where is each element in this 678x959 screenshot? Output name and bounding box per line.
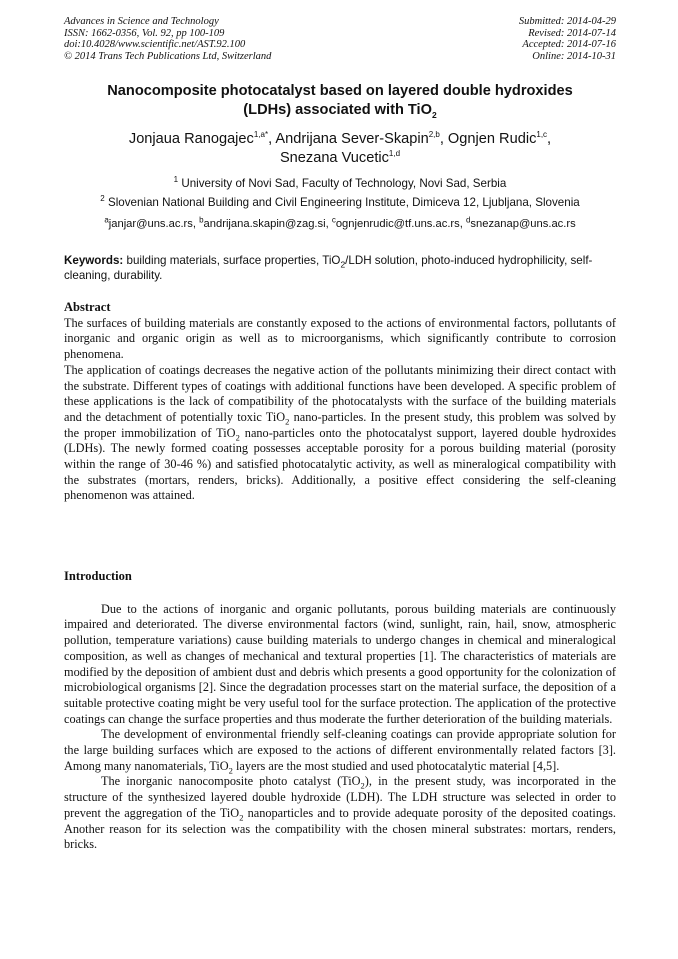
author-3-sup: 1,c bbox=[536, 130, 548, 140]
intro-p3-c: nanoparticles and to provide adequate porosity of the deposited coatings. Another reason for its selection was the compatibility with the chosen mineral substrates: mortars, renders, bricks. bbox=[64, 805, 616, 852]
paper-title bbox=[64, 82, 616, 120]
abstract-paragraph-2 bbox=[64, 363, 616, 504]
author-1: Jonjaua Ranogajec bbox=[128, 131, 254, 147]
title-line-2-text: (LDHs) associated with TiO bbox=[243, 102, 432, 118]
dates-header bbox=[519, 16, 616, 62]
abstract-section bbox=[64, 300, 616, 504]
intro-paragraph-1: Due to the actions of inorganic and organic pollutants, porous building materials are continuously impaired and deteriorated. The diverse environmental factors (wind, sunlight, rain, hail, snow, atmospheric pollution, temperature variations) cause building materials to undergo changes in chemical and mineralogical composition, as well as changes of mechanical and textural properties [1]. The characteristics of materials are modified by the deposition of ambient dust and debris which presents a good opportunity for the colonization of microbiological organisms [2]. Since the degradation processes start on the material surface, the deposition of a suitable protective coating might be very useful tool for the surface protection. The application of the protective coatings can change the surface properties and thus moderate the further deterioration of the building materials. bbox=[64, 601, 616, 726]
abstract-p2-sub2: 2 bbox=[235, 432, 240, 443]
author-4-sup: 1,d bbox=[388, 149, 401, 159]
online-date: Online: 2014-10-31 bbox=[532, 50, 616, 62]
intro-p2-sub: 2 bbox=[228, 765, 233, 776]
affiliation-1 bbox=[40, 177, 640, 191]
abstract-p2-sub1: 2 bbox=[285, 416, 290, 427]
title-line-1: Nanocomposite photocatalyst based on layered double hydroxides bbox=[107, 83, 573, 99]
email-d[interactable]: snezanap@uns.ac.rs bbox=[470, 218, 576, 230]
email-c-sup: c bbox=[331, 215, 336, 225]
author-emails bbox=[40, 215, 640, 230]
intro-p3-sub1: 2 bbox=[360, 780, 365, 791]
submitted-date: Submitted: 2014-04-29 bbox=[518, 16, 616, 27]
email-b-sup: b bbox=[199, 215, 204, 225]
introduction-section bbox=[64, 569, 616, 853]
affiliation-2-text: Slovenian National Building and Civil Engineering Institute, Dimiceva 12, Ljubljana, Slovenia bbox=[104, 196, 580, 209]
affiliation-1-text: University of Novi Sad, Faculty of Technology, Novi Sad, Serbia bbox=[178, 177, 507, 190]
keywords-text-2: /LDH solution, photo-induced hydrophilicity, self-cleaning, durability. bbox=[64, 254, 593, 282]
journal-header bbox=[64, 16, 271, 62]
intro-p3-sub2: 2 bbox=[239, 812, 244, 823]
author-2: , Andrijana Sever-Skapin bbox=[268, 131, 429, 147]
title-line-2 bbox=[64, 101, 616, 120]
author-list bbox=[64, 130, 616, 168]
revised-date: Revised: 2014-07-14 bbox=[528, 27, 616, 39]
keywords-label: Keywords: bbox=[64, 254, 124, 267]
email-b[interactable]: andrijana.skapin@zag.si, bbox=[203, 218, 332, 230]
accepted-date: Accepted: 2014-07-16 bbox=[522, 39, 616, 51]
journal-issn: ISSN: 1662-0356, Vol. 92, pp 100-109 bbox=[64, 27, 225, 39]
abstract-paragraph-1: The surfaces of building materials are constantly exposed to the actions of environmental factors, pollutants of inorganic and organic origin as well as to microorganisms, which significantly contribute to corrosion phenomena. bbox=[64, 315, 616, 362]
journal-doi: doi:10.4028/www.scientific.net/AST.92.100 bbox=[64, 39, 246, 51]
abstract-p2-a: The application of coatings decreases the negative action of the pollutants minimizing their direct contact with the substrate. Different types of coatings with additional functions have been developed. A specific problem of these applications is the lack of compatibility of the photocatalysts with the surface of the building materials and the detachment of potentially toxic TiO bbox=[64, 362, 616, 424]
intro-p3-b: ), in the present study, was incorporated in the structure of the synthesized layered double hydroxide (LDH). The LDH structure was selected in order to prevent the aggregation of the TiO bbox=[64, 774, 616, 820]
email-a[interactable]: janjar@uns.ac.rs, bbox=[108, 218, 200, 230]
authors-line-1 bbox=[64, 130, 616, 149]
intro-paragraph-2 bbox=[64, 727, 616, 774]
email-a-sup: a bbox=[104, 215, 109, 225]
keywords-text-1: building materials, surface properties, TiO bbox=[123, 254, 341, 267]
intro-p2-a: The development of environmental friendly self-cleaning coatings can provide appropriate solution for the large building surfaces which are exposed to the actions of different environmentally related factors [3]. Among many nanomaterials, TiO bbox=[64, 727, 616, 773]
intro-p2-b: layers are the most studied and used photocatalytic material [4,5]. bbox=[232, 758, 560, 773]
intro-paragraph-3 bbox=[64, 774, 616, 853]
affiliation-2 bbox=[40, 196, 640, 210]
affiliation-2-sup: 2 bbox=[100, 194, 105, 204]
abstract-p2-c: nano-particles onto the photocatalyst support, layered double hydroxides (LDHs). The newly formed coating possesses acceptable porosity for a porous building material (porosity within the range of 30-46 %) and satisfied photocatalytic activity, as well as mineralogical compatibility with the substrates (mortars, renders, bricks). Additionally, a positive effect considering the self-cleaning phenomenon was attained. bbox=[64, 425, 616, 503]
author-1-sup: 1,a* bbox=[253, 130, 269, 140]
affiliation-1-sup: 1 bbox=[173, 175, 179, 185]
author-3-comma: , bbox=[547, 131, 552, 147]
abstract-heading: Abstract bbox=[64, 300, 111, 314]
authors-line-2 bbox=[64, 149, 616, 168]
author-3: , Ognjen Rudic bbox=[439, 131, 537, 147]
author-4: Snezana Vucetic bbox=[279, 150, 389, 166]
keywords-sub: 2 bbox=[340, 259, 346, 270]
abstract-p2-b: nano-particles. In the present study, this problem was solved by the proper immobilization of TiO bbox=[64, 409, 616, 440]
author-2-sup: 2,b bbox=[428, 130, 440, 140]
email-c[interactable]: ognjenrudic@tf.uns.ac.rs, bbox=[335, 218, 466, 230]
keywords bbox=[64, 254, 616, 283]
title-subscript: 2 bbox=[431, 109, 437, 120]
journal-copyright: © 2014 Trans Tech Publications Ltd, Switzerland bbox=[64, 50, 272, 62]
email-d-sup: d bbox=[465, 215, 471, 225]
journal-name: Advances in Science and Technology bbox=[64, 16, 219, 27]
introduction-heading: Introduction bbox=[64, 569, 132, 583]
intro-p3-a: The inorganic nanocomposite photo catalyst (TiO bbox=[101, 774, 361, 789]
